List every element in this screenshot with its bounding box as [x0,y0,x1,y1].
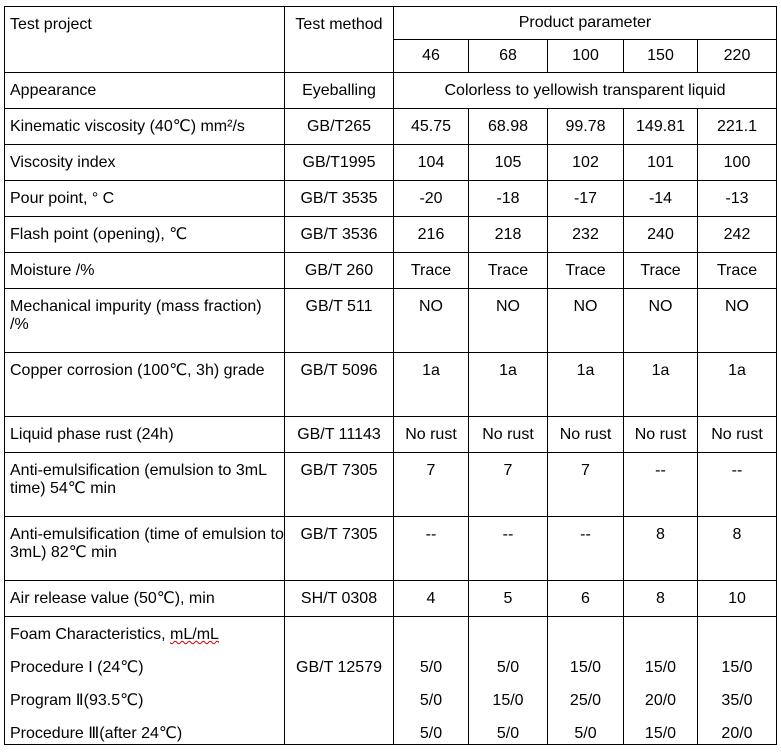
row-method: GB/T 5096 [285,353,394,417]
row-method: GB/T 3535 [285,181,394,217]
row-value: 100 [698,145,777,181]
row-method: GB/T 7305 [285,453,394,517]
header-test-method: Test method [285,7,394,73]
row-label: Anti-emulsification (emulsion to 3mL time) 54℃ min [5,453,285,517]
row-value: NO [624,289,698,353]
row-value: NO [698,289,777,353]
row-value: 6 [548,581,624,617]
grade-68: 68 [469,40,548,73]
foam-values-220: 15/0 35/0 20/0 [698,617,777,745]
row-method: Eyeballing [285,73,394,109]
row-value: 218 [469,217,548,253]
row-value: -18 [469,181,548,217]
table-row [5,109,777,145]
row-label: Liquid phase rust (24h) [5,417,285,453]
table-row [5,181,777,217]
row-label: Appearance [5,73,285,109]
foam-values-46: 5/0 5/0 5/0 [394,617,469,745]
header-product-parameter: Product parameter [394,7,777,40]
row-method: GB/T265 [285,109,394,145]
row-value: 1a [394,353,469,417]
row-method: GB/T 7305 [285,517,394,581]
row-label: Copper corrosion (100℃, 3h) grade [5,353,285,417]
table-row [5,453,777,517]
row-value: 1a [698,353,777,417]
row-label: Anti-emulsification (time of emulsion to 3mL) 82℃ min [5,517,285,581]
table-row [5,73,777,109]
row-value: 1a [469,353,548,417]
row-value: 105 [469,145,548,181]
row-label: Kinematic viscosity (40℃) mm²/s [5,109,285,145]
row-label: Air release value (50℃), min [5,581,285,617]
row-value: 242 [698,217,777,253]
foam-values-68: 5/0 15/0 5/0 [469,617,548,745]
row-value: 8 [698,517,777,581]
row-value: No rust [548,417,624,453]
grade-150: 150 [624,40,698,73]
row-value: 232 [548,217,624,253]
row-value: 149.81 [624,109,698,145]
row-value: -17 [548,181,624,217]
row-value: -13 [698,181,777,217]
row-label: Viscosity index [5,145,285,181]
row-method: GB/T 260 [285,253,394,289]
row-value: 7 [548,453,624,517]
row-value: 4 [394,581,469,617]
foam-method: GB/T 12579 [285,617,394,745]
table-row [5,353,777,417]
row-value: -14 [624,181,698,217]
row-value: 10 [698,581,777,617]
row-label: Mechanical impurity (mass fraction) /% [5,289,285,353]
row-value: 1a [624,353,698,417]
foam-values-100: 15/0 25/0 5/0 [548,617,624,745]
table-row [5,617,777,745]
table-row [5,417,777,453]
row-value: 7 [394,453,469,517]
grade-46: 46 [394,40,469,73]
row-value: 102 [548,145,624,181]
table-row [5,289,777,353]
row-value: Trace [548,253,624,289]
foam-label: Foam Characteristics, mL/mL Procedure I (24℃) Program Ⅱ(93.5℃) Procedure Ⅲ(after 24℃) [5,617,285,745]
grade-100: 100 [548,40,624,73]
row-value: NO [548,289,624,353]
row-value: No rust [469,417,548,453]
grade-220: 220 [698,40,777,73]
row-value: No rust [394,417,469,453]
foam-values-150: 15/0 20/0 15/0 [624,617,698,745]
row-value: 101 [624,145,698,181]
row-label: Moisture /% [5,253,285,289]
row-value: -- [624,453,698,517]
table-row [5,581,777,617]
row-value: 240 [624,217,698,253]
row-value: No rust [698,417,777,453]
row-value: 1a [548,353,624,417]
row-value: -- [698,453,777,517]
row-value: 221.1 [698,109,777,145]
row-value: 8 [624,517,698,581]
row-label: Pour point, ° C [5,181,285,217]
row-value: -- [548,517,624,581]
row-value: Trace [624,253,698,289]
row-value: 7 [469,453,548,517]
row-value: Trace [469,253,548,289]
row-value: 68.98 [469,109,548,145]
row-value: 5 [469,581,548,617]
table-row [5,253,777,289]
row-value: 104 [394,145,469,181]
row-label: Flash point (opening), ℃ [5,217,285,253]
row-value: 45.75 [394,109,469,145]
appearance-value: Colorless to yellowish transparent liquid [394,73,777,109]
row-value: 216 [394,217,469,253]
header-test-project: Test project [5,7,285,73]
row-value: -- [469,517,548,581]
row-method: SH/T 0308 [285,581,394,617]
row-method: GB/T 11143 [285,417,394,453]
row-value: No rust [624,417,698,453]
row-value: 99.78 [548,109,624,145]
row-value: NO [394,289,469,353]
row-value: 8 [624,581,698,617]
row-value: Trace [394,253,469,289]
row-value: -- [394,517,469,581]
row-method: GB/T 511 [285,289,394,353]
table-row [5,145,777,181]
row-value: NO [469,289,548,353]
table-row [5,217,777,253]
table-row [5,517,777,581]
product-parameter-table [4,6,777,745]
row-value: -20 [394,181,469,217]
row-method: GB/T 3536 [285,217,394,253]
row-value: Trace [698,253,777,289]
row-method: GB/T1995 [285,145,394,181]
